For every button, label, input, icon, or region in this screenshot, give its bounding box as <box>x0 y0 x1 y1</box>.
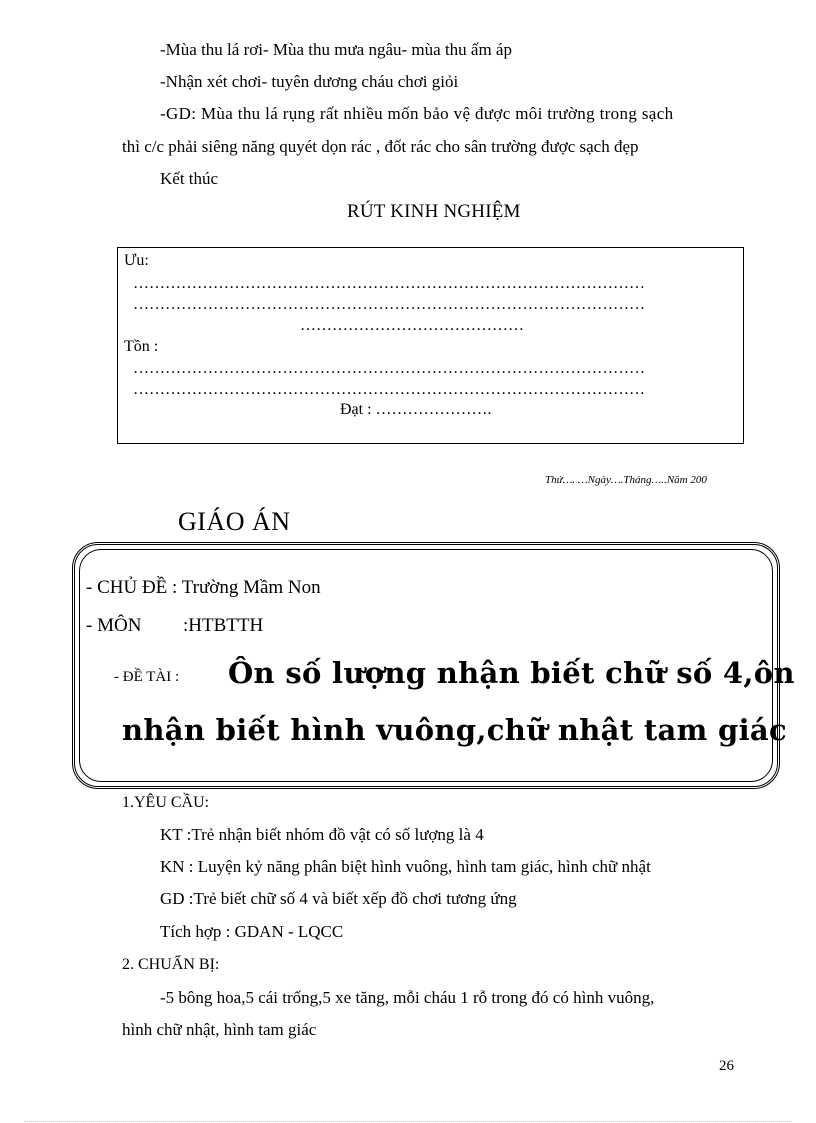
dots-line-2: …………………………………………………………………………………… <box>133 296 645 313</box>
intro-line-5: Kết thúc <box>160 169 219 188</box>
uu-label: Ưu: <box>124 252 149 269</box>
dots-line-4: …………………………………………………………………………………… <box>133 360 645 377</box>
intro-line-4: thì c/c phải siêng năng quyét dọn rác , đốt rác cho sân trường được sạch đẹp <box>122 137 639 156</box>
de-tai-line-2: nhận biết hình vuông,chữ nhật tam giác <box>122 713 787 747</box>
page-number: 26 <box>719 1058 734 1074</box>
req-kn: KN : Luyện kỷ năng phân biệt hình vuông, hình tam giác, hình chữ nhật <box>160 857 651 876</box>
lesson-title: GIÁO ÁN <box>178 507 291 536</box>
review-heading: RÚT KINH NGHIỆM <box>347 201 521 222</box>
req-tich-hop: Tích hợp : GDAN - LQCC <box>160 922 344 941</box>
chu-de: - CHỦ ĐỀ : Trường Mầm Non <box>86 577 321 598</box>
intro-line-3: -GD: Mùa thu lá rụng rất nhiều mốn bảo vệ được môi trường trong sạch <box>160 104 674 123</box>
de-tai-label: - ĐỀ TÀI : <box>114 669 180 685</box>
prep-line-1: -5 bông hoa,5 cái trống,5 xe tăng, mỗi cháu 1 rỗ trong đó có hình vuông, <box>160 988 655 1007</box>
mon-prefix: - MÔN <box>86 615 142 636</box>
dots-line-1: …………………………………………………………………………………… <box>133 275 645 292</box>
requirements-heading: 1.YÊU CẦU: <box>122 794 210 811</box>
intro-line-2: -Nhận xét chơi- tuyên dương cháu chơi giỏi <box>160 72 459 91</box>
review-box <box>117 247 744 444</box>
footer-rule <box>24 1121 792 1122</box>
intro-line-1: -Mùa thu lá rơi- Mùa thu mưa ngâu- mùa thu ấm áp <box>160 40 512 59</box>
ton-label: Tồn : <box>124 338 159 355</box>
mon-value: :HTBTTH <box>183 615 264 636</box>
req-gd: GD :Trẻ biết chữ số 4 và biết xếp đồ chơi tương ứng <box>160 889 517 908</box>
dots-line-3: …………………………………… <box>300 317 524 334</box>
de-tai-line-1: Ôn số lượng nhận biết chữ số 4,ôn <box>228 656 795 690</box>
prep-line-2: hình chữ nhật, hình tam giác <box>122 1020 317 1039</box>
preparation-heading: 2. CHUẨN BỊ: <box>122 956 220 973</box>
date-line: Thứ…. …Ngày….Tháng…..Năm 200 <box>545 474 707 486</box>
dots-line-5: …………………………………………………………………………………… <box>133 381 645 398</box>
req-kt: KT :Trẻ nhận biết nhóm đồ vật có số lượng là 4 <box>160 825 484 844</box>
dat-label: Đạt : …………………. <box>340 401 492 418</box>
